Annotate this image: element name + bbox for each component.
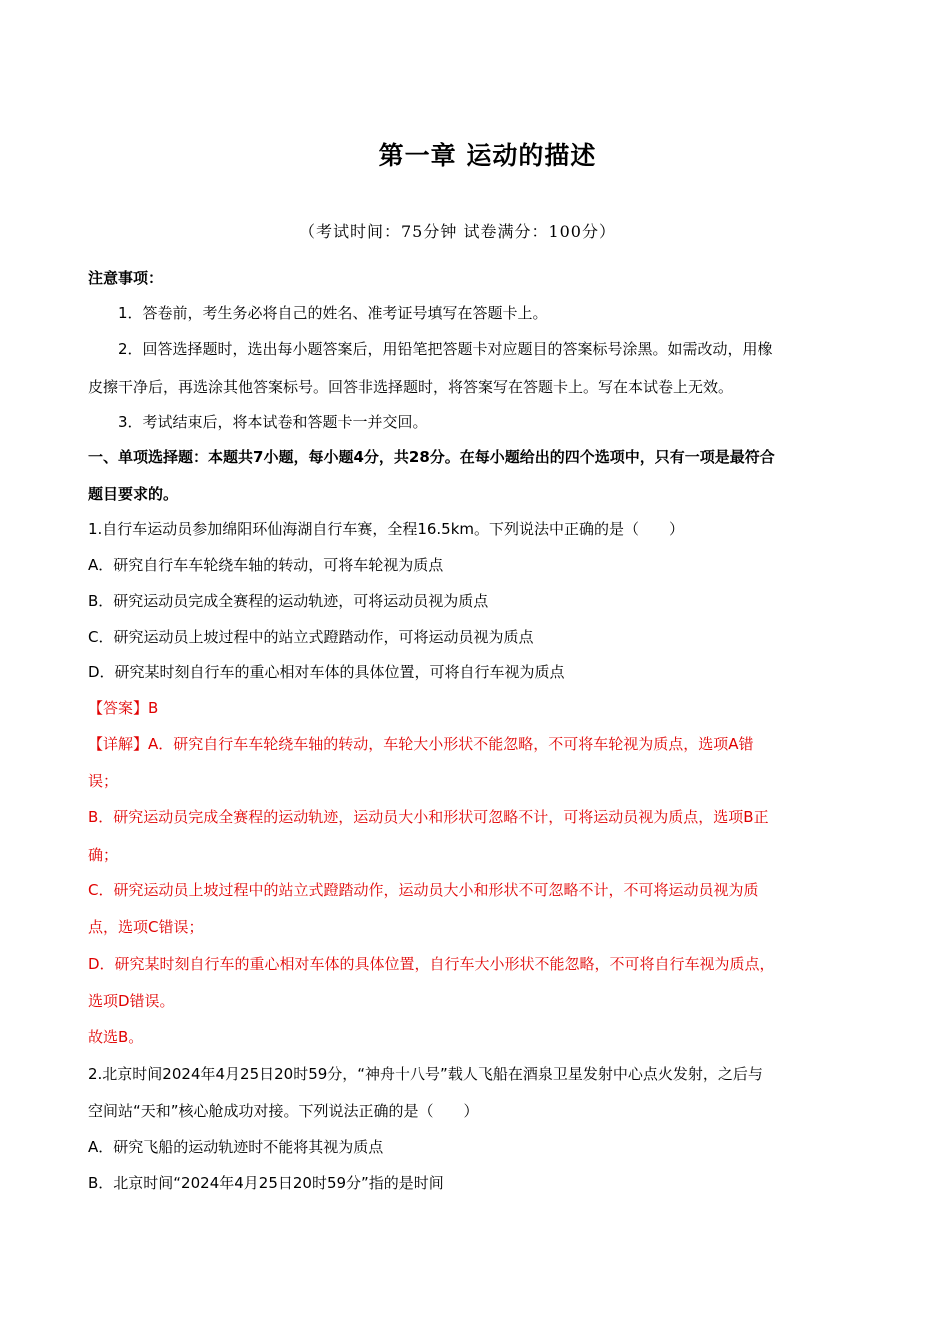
notice-heading: 注意事项： bbox=[88, 269, 164, 287]
notice-item-3: 3．考试结束后，将本试卷和答题卡一并交回。 bbox=[118, 413, 428, 431]
notice-item-2-line-2: 皮擦干净后，再选涂其他答案标号。回答非选择题时，将答案写在答题卡上。写在本试卷上无效。 bbox=[88, 378, 734, 396]
question-2-option-b: B．北京时间“2024年4月25日20时59分”指的是时间 bbox=[88, 1174, 444, 1192]
question-2-option-a: A．研究飞船的运动轨迹时不能将其视为质点 bbox=[88, 1138, 384, 1156]
exam-info: （考试时间：75分钟 试卷满分：100分） bbox=[299, 222, 616, 241]
question-1-detail-a-line-2: 误； bbox=[88, 772, 119, 790]
question-1-detail-d-line-1: D．研究某时刻自行车的重心相对车体的具体位置，自行车大小形状不能忽略，不可将自行车视为质点， bbox=[88, 955, 775, 973]
question-1-conclusion: 故选B。 bbox=[88, 1028, 144, 1046]
notice-item-1: 1．答卷前，考生务必将自己的姓名、准考证号填写在答题卡上。 bbox=[118, 304, 548, 322]
question-1-option-d: D．研究某时刻自行车的重心相对车体的具体位置，可将自行车视为质点 bbox=[88, 663, 565, 681]
notice-item-2-line-1: 2．回答选择题时，选出每小题答案后，用铅笔把答题卡对应题目的答案标号涂黑。如需改动，用橡 bbox=[118, 340, 773, 358]
question-2-stem-line-1: 2.北京时间2024年4月25日20时59分，“神舟十八号”载人飞船在酒泉卫星发射中心点火发射，之后与 bbox=[88, 1065, 763, 1083]
question-1-option-c: C．研究运动员上坡过程中的站立式蹬踏动作，可将运动员视为质点 bbox=[88, 628, 534, 646]
question-1-stem: 1.自行车运动员参加绵阳环仙海湖自行车赛，全程16.5km。下列说法中正确的是（ ） bbox=[88, 520, 685, 538]
question-1-detail-b-line-1: B．研究运动员完成全赛程的运动轨迹，运动员大小和形状可忽略不计，可将运动员视为质点，选项B正 bbox=[88, 808, 769, 826]
question-1-detail-b-line-2: 确； bbox=[88, 846, 119, 864]
question-1-detail-d-line-2: 选项D错误。 bbox=[88, 992, 175, 1010]
question-1-detail-c-line-2: 点，选项C错误； bbox=[88, 918, 204, 936]
question-1-detail-a-line-1: 【详解】A．研究自行车车轮绕车轴的转动，车轮大小形状不能忽略，不可将车轮视为质点，选项A错 bbox=[88, 735, 754, 753]
question-1-answer: 【答案】B bbox=[88, 699, 159, 717]
section-heading-line-1: 一、单项选择题：本题共7小题，每小题4分，共28分。在每小题给出的四个选项中，只有一项是最符合 bbox=[88, 448, 775, 466]
question-1-detail-c-line-1: C．研究运动员上坡过程中的站立式蹬踏动作，运动员大小和形状不可忽略不计，不可将运动员视为质 bbox=[88, 881, 759, 899]
question-2-stem-line-2: 空间站“天和”核心舱成功对接。下列说法正确的是（ ） bbox=[88, 1102, 479, 1120]
question-1-option-a: A．研究自行车车轮绕车轴的转动，可将车轮视为质点 bbox=[88, 556, 444, 574]
page-title: 第一章 运动的描述 bbox=[378, 141, 597, 170]
question-1-option-b: B．研究运动员完成全赛程的运动轨迹，可将运动员视为质点 bbox=[88, 592, 489, 610]
section-heading-line-2: 题目要求的。 bbox=[88, 485, 179, 503]
